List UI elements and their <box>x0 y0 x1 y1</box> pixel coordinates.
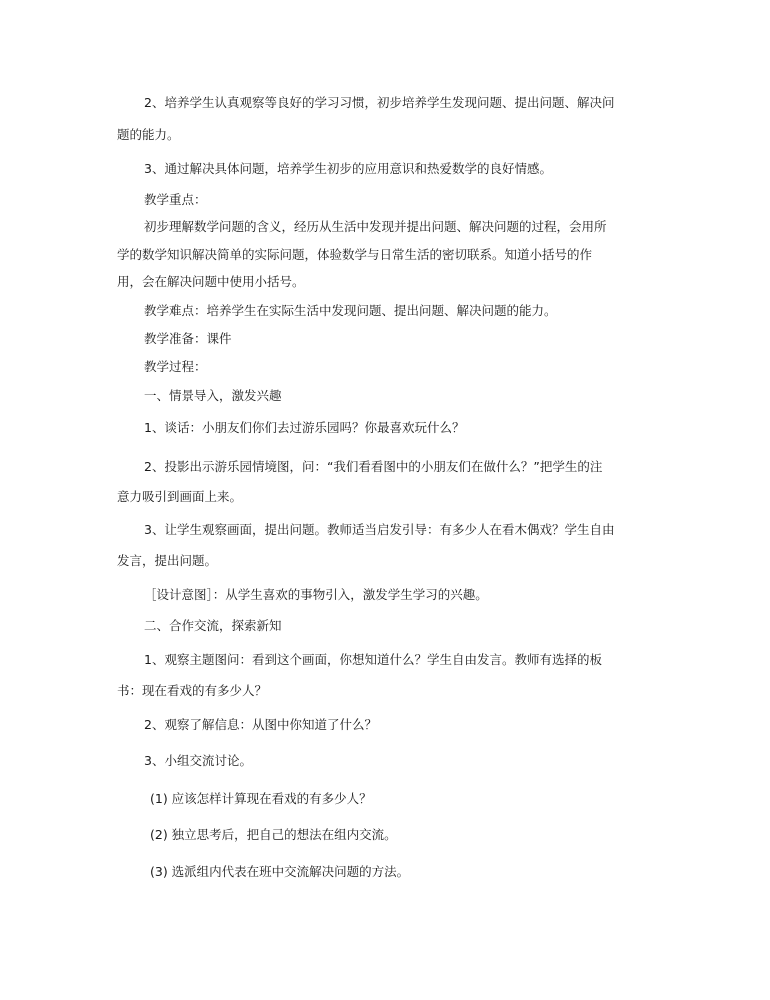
step-1-1-line: 1、谈话：小朋友们你们去过游乐园吗？你最喜欢玩什么？ <box>144 420 465 435</box>
step-2-1-line-1: 1、观察主题图问：看到这个画面，你想知道什么？学生自由发言。教师有选择的板 <box>144 652 602 667</box>
sub-item-1-line: (1) 应该怎样计算现在看戏的有多少人？ <box>150 791 372 806</box>
sub-item-3-line: (3) 选派组内代表在班中交流解决问题的方法。 <box>150 864 410 879</box>
section-2-heading: 二、合作交流，探索新知 <box>144 618 282 633</box>
step-1-3-line-1: 3、让学生观察画面，提出问题。教师适当启发引导：有多少人在看木偶戏？学生自由 <box>144 522 615 537</box>
key-points-heading: 教学重点： <box>144 192 207 207</box>
key-points-line-1: 初步理解数学问题的含义，经历从生活中发现并提出问题、解决问题的过程，会用所 <box>144 219 607 234</box>
goal-2-line-2: 题的能力。 <box>117 127 180 142</box>
goal-3-line: 3、通过解决具体问题，培养学生初步的应用意识和热爱数学的良好情感。 <box>144 161 552 176</box>
key-points-line-3: 用，会在解决问题中使用小括号。 <box>117 274 305 289</box>
step-2-3-line: 3、小组交流讨论。 <box>144 753 252 768</box>
sub-item-2-line: (2) 独立思考后，把自己的想法在组内交流。 <box>150 827 397 842</box>
key-points-line-2: 学的数学知识解决简单的实际问题，体验数学与日常生活的密切联系。知道小括号的作 <box>117 247 593 262</box>
step-1-3-line-2: 发言，提出问题。 <box>117 553 218 568</box>
step-2-1-line-2: 书：现在看戏的有多少人？ <box>117 683 268 698</box>
section-1-heading: 一、情景导入，激发兴趣 <box>144 388 282 403</box>
difficulty-line: 教学难点：培养学生在实际生活中发现问题、提出问题、解决问题的能力。 <box>144 303 557 318</box>
design-intent-line: ［设计意图］：从学生喜欢的事物引入，激发学生学习的兴趣。 <box>144 587 488 602</box>
step-2-2-line: 2、观察了解信息：从图中你知道了什么？ <box>144 717 377 732</box>
process-heading: 教学过程： <box>144 359 207 374</box>
preparation-line: 教学准备：课件 <box>144 331 232 346</box>
step-1-2-line-1: 2、投影出示游乐园情境图，问：“我们看看图中的小朋友们在做什么？”把学生的注 <box>144 459 603 474</box>
goal-2-line-1: 2、培养学生认真观察等良好的学习习惯，初步培养学生发现问题、提出问题、解决问 <box>144 95 615 110</box>
step-1-2-line-2: 意力吸引到画面上来。 <box>117 489 243 504</box>
